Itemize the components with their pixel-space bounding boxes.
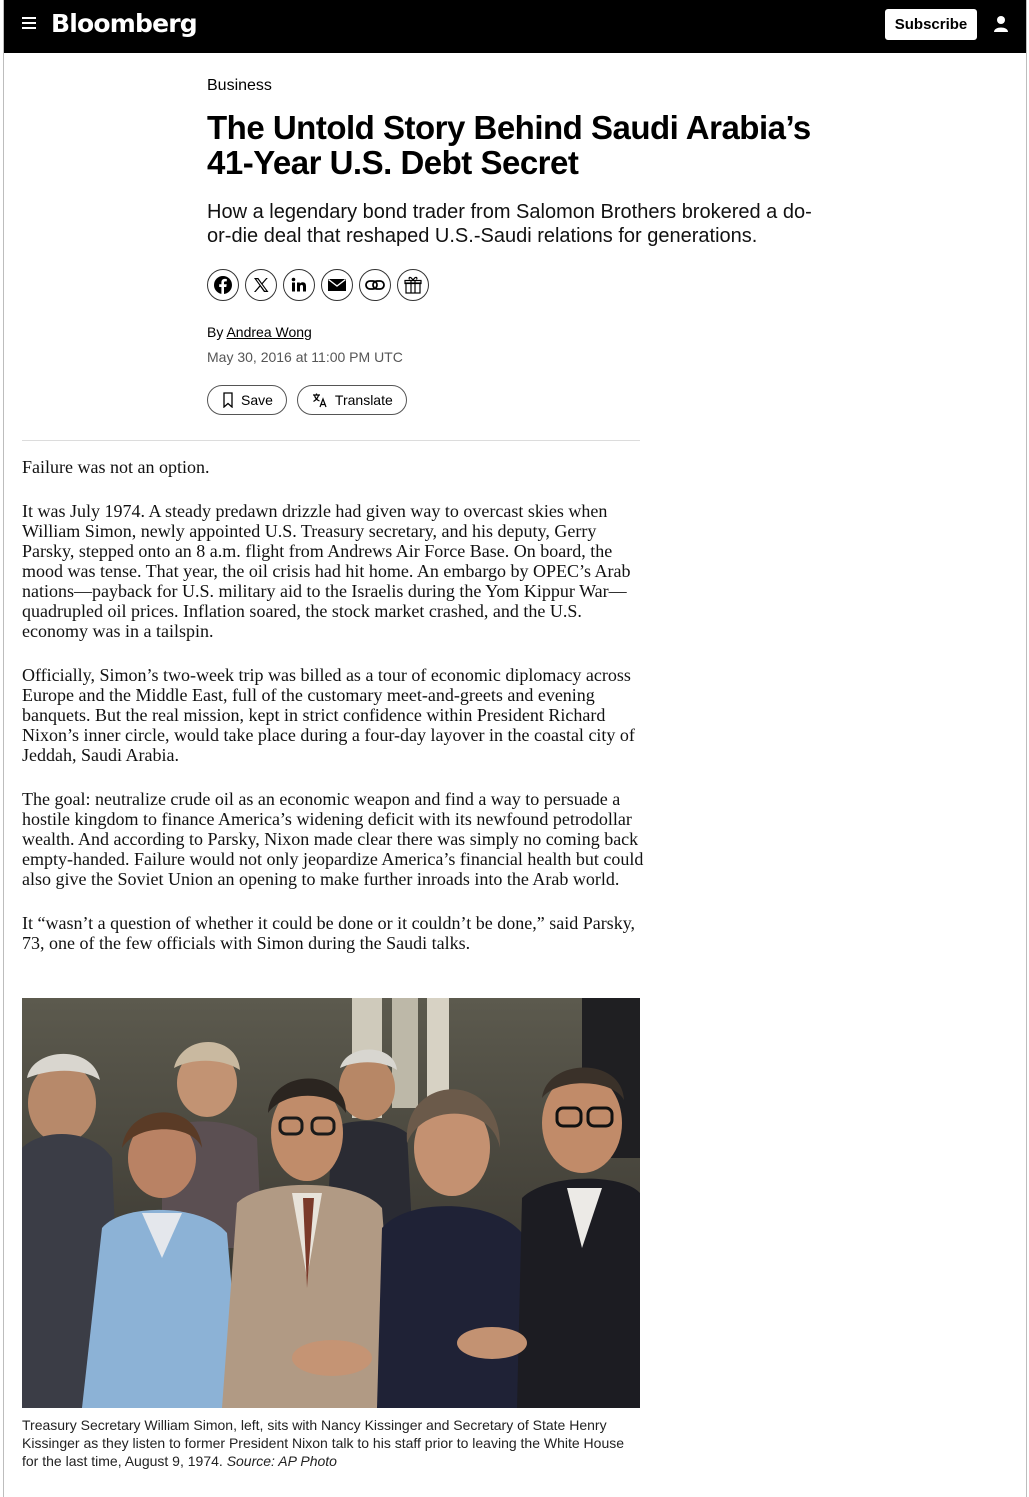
- caption-source: Source: AP Photo: [226, 1453, 337, 1469]
- bloomberg-logo[interactable]: Bloomberg: [51, 9, 197, 38]
- share-toolbar: [207, 269, 429, 303]
- paragraph: It “wasn’t a question of whether it could be done or it couldn’t be done,” said Parsky, 73, one of the few officials with Simon during the Saudi talks.: [22, 913, 636, 953]
- email-icon: [327, 277, 347, 293]
- save-button[interactable]: [207, 385, 287, 415]
- byline: [207, 324, 312, 340]
- linkedin-icon: [290, 276, 308, 294]
- header-divider: [22, 440, 640, 441]
- paragraph: The goal: neutralize crude oil as an economic weapon and find a way to persuade a hostile kingdom to finance America’s widening deficit with its newfound petrodollar wealth. And according to Parsky, Nixon made clear there was simply no coming back empty-handed. Failure would not only jeopardize America’s financial health but could also give the Soviet Union an opening to make further inroads into the Arab world.: [22, 789, 644, 889]
- caption-text: Treasury Secretary William Simon, left, sits with Nancy Kissinger and Secretary of State Henry Kissinger as they listen to former President Nixon talk to his staff prior to leaving the White House for the last time, August 9, 1974.: [22, 1417, 625, 1469]
- hamburger-menu-icon[interactable]: [22, 17, 36, 29]
- facebook-icon: [213, 275, 233, 295]
- article-body: [22, 457, 647, 977]
- section-label[interactable]: Business: [207, 77, 272, 94]
- article-headline: The Untold Story Behind Saudi Arabia’s 41-Year U.S. Debt Secret: [207, 109, 811, 181]
- paragraph: Officially, Simon’s two-week trip was billed as a tour of economic diplomacy across Europe and the Middle East, full of the customary meet-and-greets and evening banquets. But the real mission, kept in strict confidence within President Richard Nixon’s inner circle, would take place during a four-day layover in the coastal city of Jeddah, Saudi Arabia.: [22, 665, 635, 765]
- article-photo[interactable]: [22, 998, 640, 1408]
- page: [3, 0, 1027, 1497]
- paragraph: Failure was not an option.: [22, 457, 210, 477]
- bookmark-icon: [222, 392, 234, 408]
- save-label: Save: [241, 392, 273, 408]
- translate-label: Translate: [334, 392, 393, 408]
- paragraph: It was July 1974. A steady predawn drizzle had given way to overcast skies when William Simon, newly appointed U.S. Treasury secretary, and his deputy, Gerry Parsky, stepped onto an 8 a.m. flight from Andrews Air Force Base. On board, the mood was tense. That year, the oil crisis had hit home. An embargo by OPEC’s Arab nations—payback for U.S. military aid to the Israelis during the Yom Kippur War—quadrupled oil prices. Inflation soared, the stock market crashed, and the U.S. economy was in a tailspin.: [22, 501, 631, 641]
- article-actions: [207, 385, 407, 415]
- byline-prefix: By: [207, 324, 224, 340]
- publish-date: May 30, 2016 at 11:00 PM UTC: [207, 349, 403, 365]
- linkedin-share-button[interactable]: [283, 269, 315, 301]
- translate-icon: [312, 392, 328, 408]
- article-dek: How a legendary bond trader from Salomon Brothers brokered a do-or-die deal that reshaped U.S.-Saudi relations for generations.: [207, 201, 812, 247]
- facebook-share-button[interactable]: [207, 269, 239, 301]
- subscribe-button[interactable]: Subscribe: [885, 9, 977, 40]
- x-share-button[interactable]: [245, 269, 277, 301]
- email-share-button[interactable]: [321, 269, 353, 301]
- top-navigation-bar: [4, 0, 1026, 53]
- gift-article-button[interactable]: [397, 269, 429, 301]
- author-link[interactable]: Andrea Wong: [226, 324, 312, 340]
- copy-link-button[interactable]: [359, 269, 391, 301]
- x-icon: [252, 276, 270, 294]
- translate-button[interactable]: [297, 385, 407, 415]
- gift-icon: [403, 275, 423, 295]
- account-icon[interactable]: [993, 15, 1009, 33]
- link-icon: [365, 279, 385, 291]
- photo-caption: [22, 1416, 642, 1470]
